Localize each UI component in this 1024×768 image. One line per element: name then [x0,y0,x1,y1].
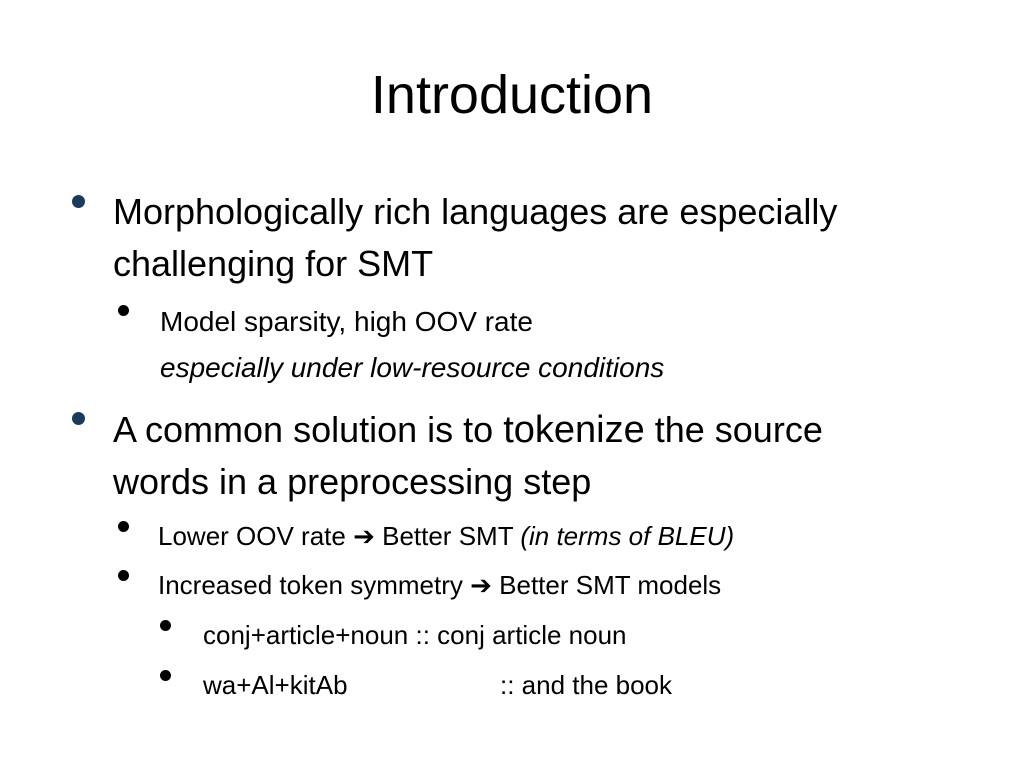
sub-2-post: Better SMT models [491,570,722,600]
sub-1-post: Better SMT [374,521,521,551]
bullet-2-line-1 [113,404,823,456]
sub-1-pre: Lower OOV rate [158,521,354,551]
sub-2-pre: Increased token symmetry [158,570,471,600]
bullet-1-sub-1-line-2: especially under low-resource conditions [160,352,665,383]
bullet-marker [72,195,85,208]
slide-title: Introduction [370,65,654,125]
sub-bullet-marker [118,305,129,316]
bullet-marker [72,412,85,425]
sub-sub-bullet-marker [160,620,171,631]
bullet-2-post: the source [644,409,823,450]
example-2-left: wa+Al+kitAb [203,670,348,700]
bullet-2-pre: A common solution is to [113,409,504,450]
sub-sub-bullet-marker [160,670,171,681]
sub-bullet-marker [118,521,129,532]
bullet-1-line-1: Morphologically rich languages are especially [113,191,838,232]
bullet-2-sub-2 [158,563,721,607]
example-1-right: :: conj article noun [415,620,627,650]
right-arrow-icon: ➔ [353,521,375,551]
right-arrow-icon: ➔ [470,570,492,600]
sub-bullet-marker [118,570,129,581]
example-1-left: conj+article+noun [203,620,409,650]
example-1 [203,613,627,657]
bullet-1-sub-1-line-1: Model sparsity, high OOV rate [160,306,533,337]
tokenize-keyword: tokenize [503,409,645,451]
bullet-1-line-2: challenging for SMT [113,243,434,284]
bullet-2-line-2: words in a preprocessing step [113,461,592,502]
sub-1-em: (in terms of BLEU) [520,521,735,551]
example-2-right: :: and the book [500,670,673,700]
bullet-2-sub-1 [158,514,734,558]
